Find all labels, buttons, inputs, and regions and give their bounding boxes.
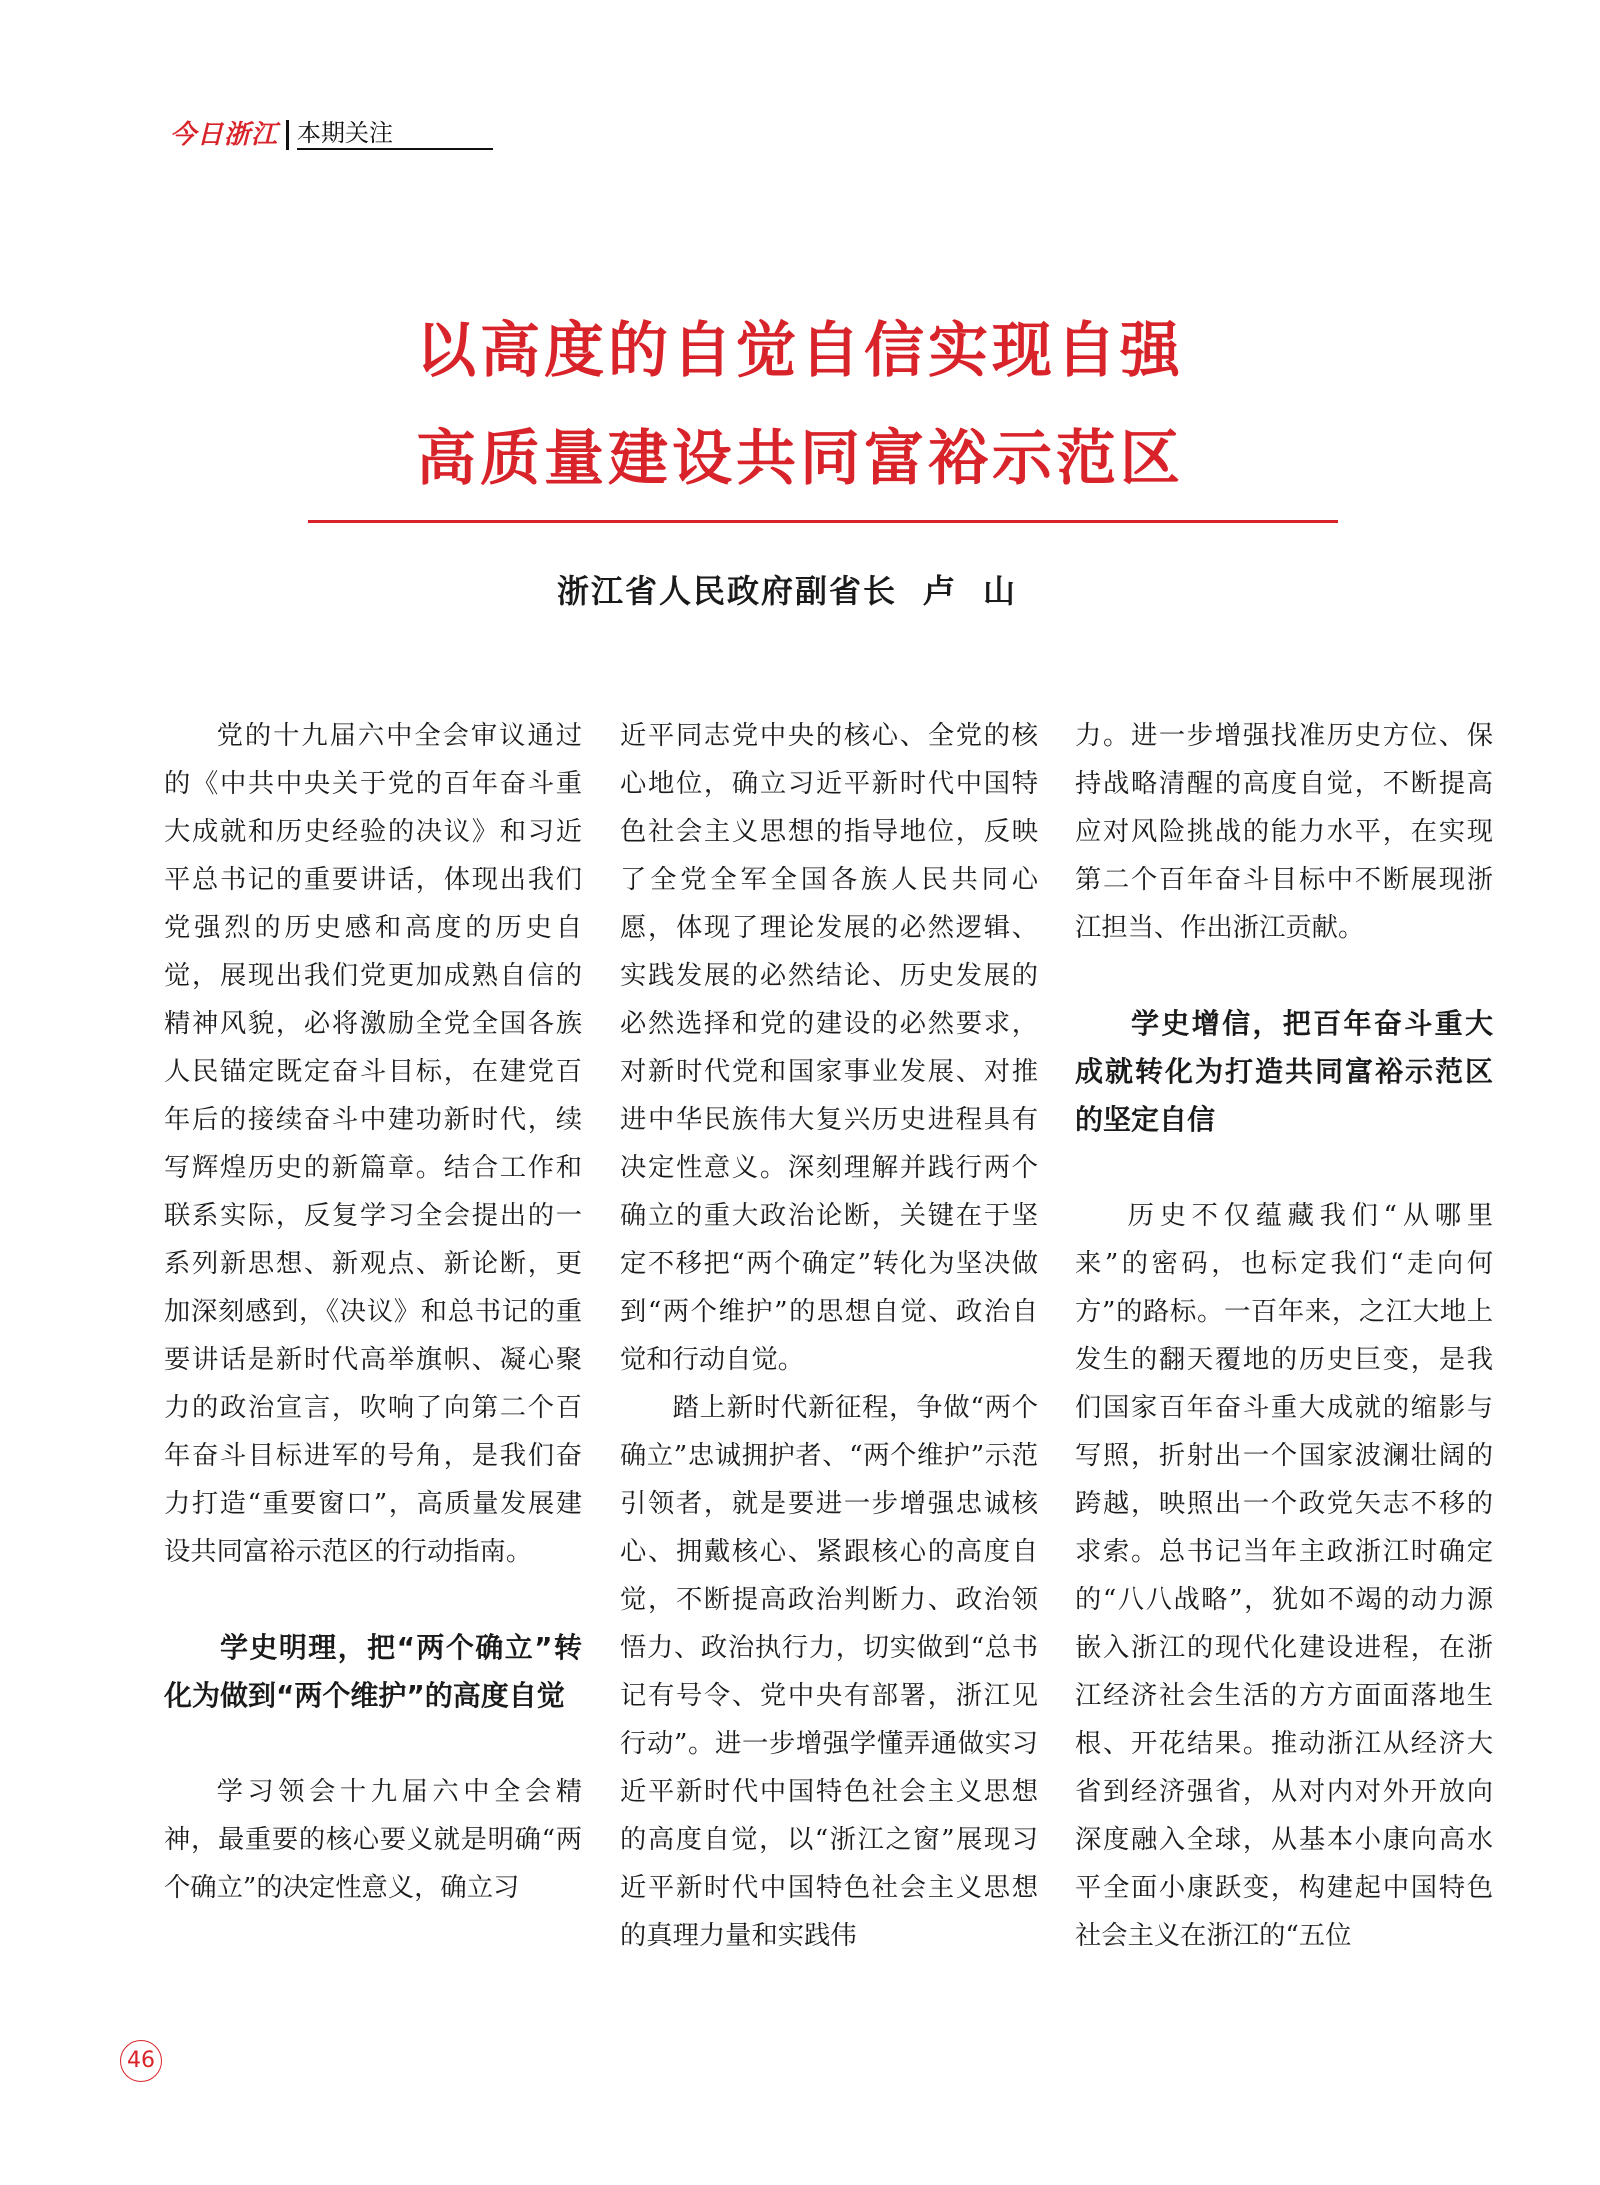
section-heading: 学史明理，把“两个确立”转化为做到“两个维护”的高度自觉 (164, 1631, 582, 1712)
paragraph: 踏上新时代新征程，争做“两个确立”忠诚拥护者、“两个维护”示范引领者，就是要进一步增强忠诚核心、拥戴核心、紧跟核心的高度自觉，不断提高政治判断力、政治领悟力、政治执行力，切实做到“总书记有号令、党中央有部署，浙江见行动”。进一步增强学懂弄通做实习近平新时代中国特色社会主义思想的高度自觉，以“浙江之窗”展现习近平新时代中国特色社会主义思想的真理力量和实践伟 (620, 1393, 1038, 1951)
paragraph: 近平同志党中央的核心、全党的核心地位，确立习近平新时代中国特色社会主义思想的指导地位，反映了全党全军全国各族人民共同心愿，体现了理论发展的必然逻辑、实践发展的必然结论、历史发展的必然选择和党的建设的必然要求，对新时代党和国家事业发展、对推进中华民族伟大复兴历史进程具有决定性意义。深刻理解并践行两个确立的重大政治论断，关键在于坚定不移把“两个确定”转化为坚决做到“两个维护”的思想自觉、政治自觉和行动自觉。 (620, 721, 1038, 1375)
paragraph: 力。进一步增强找准历史方位、保持战略清醒的高度自觉，不断提高应对风险挑战的能力水平，在实现第二个百年奋斗目标中不断展现浙江担当、作出浙江贡献。 (1075, 721, 1493, 943)
page-header (170, 118, 493, 150)
text-column-3 (1075, 712, 1493, 1960)
author-byline (0, 566, 1600, 612)
text-column-2 (620, 712, 1038, 1960)
page-number: 46 (120, 2040, 162, 2082)
magazine-logo: 今日浙江 (170, 120, 279, 150)
paragraph: 学习领会十九届六中全会精神，最重要的核心要义就是明确“两个确立”的决定性意义，确立习 (164, 1777, 582, 1903)
text-column-1 (164, 712, 582, 1912)
paragraph: 党的十九届六中全会审议通过的《中共中央关于党的百年奋斗重大成就和历史经验的决议》和习近平总书记的重要讲话，体现出我们党强烈的历史感和高度的历史自觉，展现出我们党更加成熟自信的精神风貌，必将激励全党全国各族人民锚定既定奋斗目标，在建党百年后的接续奋斗中建功新时代，续写辉煌历史的新篇章。结合工作和联系实际，反复学习全会提出的一系列新思想、新观点、新论断，更加深刻感到，《决议》和总书记的重要讲话是新时代高举旗帜、凝心聚力的政治宣言，吹响了向第二个百年奋斗目标进军的号角，是我们奋力打造“重要窗口”，高质量发展建设共同富裕示范区的行动指南。 (164, 721, 582, 1567)
author-position: 浙江省人民政府副省长 (556, 572, 897, 610)
header-divider (286, 120, 289, 150)
author-name: 卢山 (923, 572, 1044, 610)
paragraph: 历史不仅蕴藏我们“从哪里来”的密码，也标定我们“走向何方”的路标。一百年来，之江大地上发生的翻天覆地的历史巨变，是我们国家百年奋斗重大成就的缩影与写照，折射出一个国家波澜壮阔的跨越，映照出一个政党矢志不移的求索。总书记当年主政浙江时确定的“八八战略”，犹如不竭的动力源嵌入浙江的现代化建设进程，在浙江经济社会生活的方方面面落地生根、开花结果。推动浙江从经济大省到经济强省，从对内对外开放向深度融入全球，从基本小康向高水平全面小康跃变，构建起中国特色社会主义在浙江的“五位 (1075, 1201, 1493, 1951)
section-tag: 本期关注 (297, 118, 493, 150)
title-rule (308, 520, 1338, 523)
section-heading: 学史增信，把百年奋斗重大成就转化为打造共同富裕示范区的坚定自信 (1075, 1007, 1493, 1136)
article-title-line-1: 以高度的自觉自信实现自强 (416, 316, 1184, 386)
article-title-line-2: 高质量建设共同富裕示范区 (416, 424, 1184, 494)
